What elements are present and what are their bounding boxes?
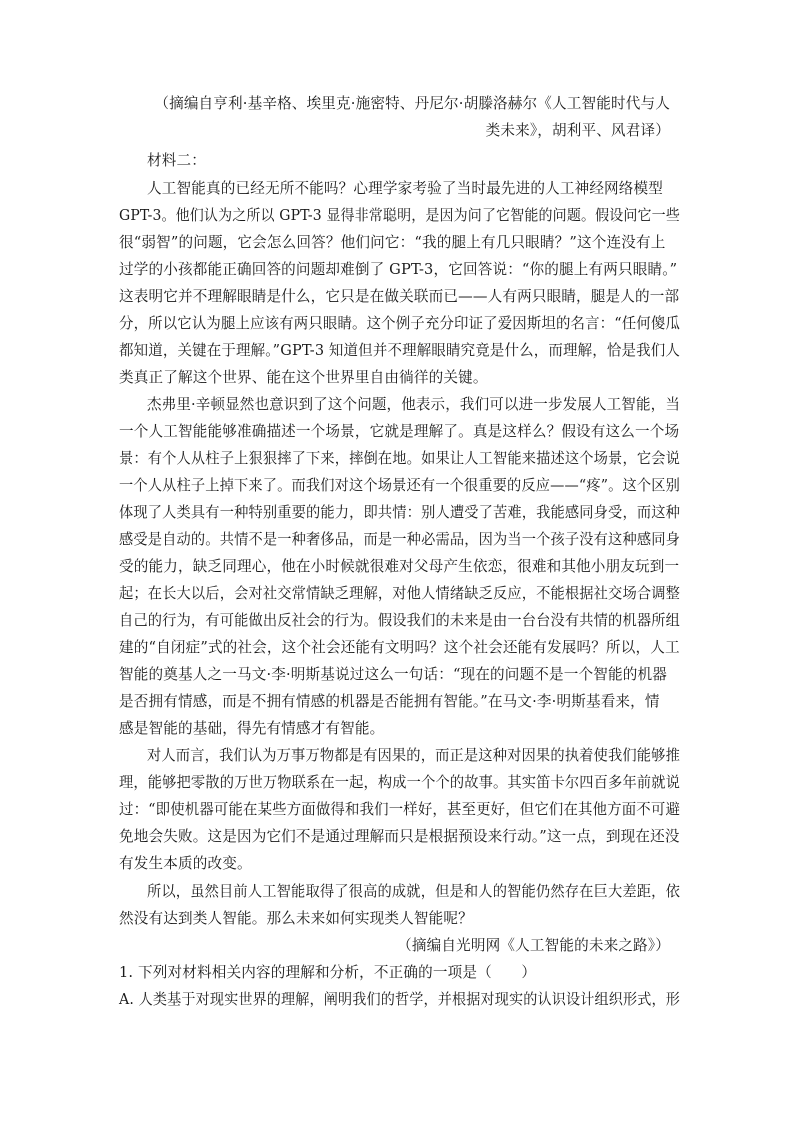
paragraph-line: 是否拥有情感，而是不拥有情感的机器是否能拥有智能。”在马文·李·明斯基看来，情 — [119, 693, 660, 710]
paragraph-line: 一个人工智能能够准确描述一个场景，它就是理解了。真是这样么？假设有这么一个场 — [119, 423, 680, 440]
paragraph-line: 建的“自闭症”式的社会，这个社会还能有文明吗？这个社会还能有发展吗？所以，人工 — [119, 639, 680, 656]
source-one-line-1: （摘编自亨利·基辛格、埃里克·施密特、丹尼尔·胡滕洛赫尔《人工智能时代与人 — [154, 95, 670, 112]
paragraph-line: 受的能力，缺乏同理心，他在小时候就很难对父母产生依恋，很难和其他小朋友玩到一 — [119, 558, 680, 575]
paragraph-line: GPT-3。他们认为之所以 GPT-3 显得非常聪明，是因为问了它智能的问题。假设问它一些 — [119, 207, 680, 224]
paragraph-line: 分，所以它认为腿上应该有两只眼睛。这个例子充分印证了爱因斯坦的名言：“任何傻瓜 — [119, 315, 681, 332]
paragraph-line: 感受是自动的。共情不是一种奢侈品，而是一种必需品，因为当一个孩子没有这种感同身 — [119, 531, 680, 548]
paragraph-line: 对人而言，我们认为万事万物都是有因果的，而正是这种对因果的执着使我们能够推 — [147, 747, 680, 764]
paragraph-line: 类真正了解这个世界、能在这个世界里自由徜徉的关键。 — [119, 369, 488, 386]
paragraph-line: 景：有个人从柱子上狠狠摔了下来，摔倒在地。如果让人工智能来描述这个场景，它会说 — [119, 450, 680, 467]
paragraph-line: 过学的小孩都能正确回答的问题却难倒了 GPT-3，它回答说：“你的腿上有两只眼睛。” — [119, 261, 678, 278]
paragraph-line: 过：“即使机器可能在某些方面做得和我们一样好，甚至更好，但它们在其他方面不可避 — [119, 801, 681, 818]
question-stem: 1. 下列对材料相关内容的理解和分析，不正确的一项是（ ） — [119, 964, 537, 981]
paragraph-line: 这表明它并不理解眼睛是什么，它只是在做关联而已——人有两只眼睛，腿是人的一部 — [119, 288, 680, 305]
paragraph-line: 理，能够把零散的万世万物联系在一起，构成一个个的故事。其实笛卡尔四百多年前就说 — [119, 774, 680, 791]
material-two-heading: 材料二： — [147, 152, 206, 169]
paragraph-line: 体现了人类具有一种特别重要的能力，即共情：别人遭受了苦难，我能感同身受，而这种 — [119, 504, 680, 521]
paragraph-line: 一个人从柱子上掉下来了。而我们对这个场景还有一个很重要的反应——“疼”。这个区别 — [119, 477, 680, 494]
paragraph-line: 然没有达到类人智能。那么未来如何实现类人智能呢？ — [119, 910, 473, 927]
paragraph-line: 所以，虽然目前人工智能取得了很高的成就，但是和人的智能仍然存在巨大差距，依 — [147, 883, 680, 900]
paragraph-line: 很“弱智”的问题，它会怎么回答？他们问它：“我的腿上有几只眼睛？”这个连没有上 — [119, 234, 666, 251]
source-two: （摘编自光明网《人工智能的未来之路》） — [397, 937, 670, 954]
source-one-line-2: 类未来》，胡利平、风君译） — [485, 122, 670, 139]
paragraph-line: 免地会失败。这是因为它们不是通过理解而只是根据预设来行动。”这一点，到现在还没 — [119, 828, 680, 845]
paragraph-line: 感是智能的基础，得先有情感才有智能。 — [119, 720, 385, 737]
paragraph-line: 人工智能真的已经无所不能吗？心理学家考验了当时最先进的人工神经网络模型 — [147, 180, 664, 197]
paragraph-line: 有发生本质的改变。 — [119, 855, 252, 872]
paragraph-line: 都知道，关键在于理解。”GPT-3 知道但并不理解眼睛究竟是什么，而理解，恰是我们人 — [119, 342, 681, 359]
paragraph-line: 杰弗里·辛顿显然也意识到了这个问题，他表示，我们可以进一步发展人工智能，当 — [147, 396, 681, 413]
paragraph-line: 起；在长大以后，会对社交常情缺乏理解，对他人情绪缺乏反应，不能根据社交场合调整 — [119, 585, 680, 602]
paragraph-line: 智能的奠基人之一马文·李·明斯基说过这么一句话：“现在的问题不是一个智能的机器 — [119, 666, 667, 683]
paragraph-line: 自己的行为，有可能做出反社会的行为。假设我们的未来是由一台台没有共情的机器所组 — [119, 612, 680, 629]
question-option-a: A. 人类基于对现实世界的理解，阐明我们的哲学，并根据对现实的认识设计组织形式，形 — [119, 991, 680, 1008]
